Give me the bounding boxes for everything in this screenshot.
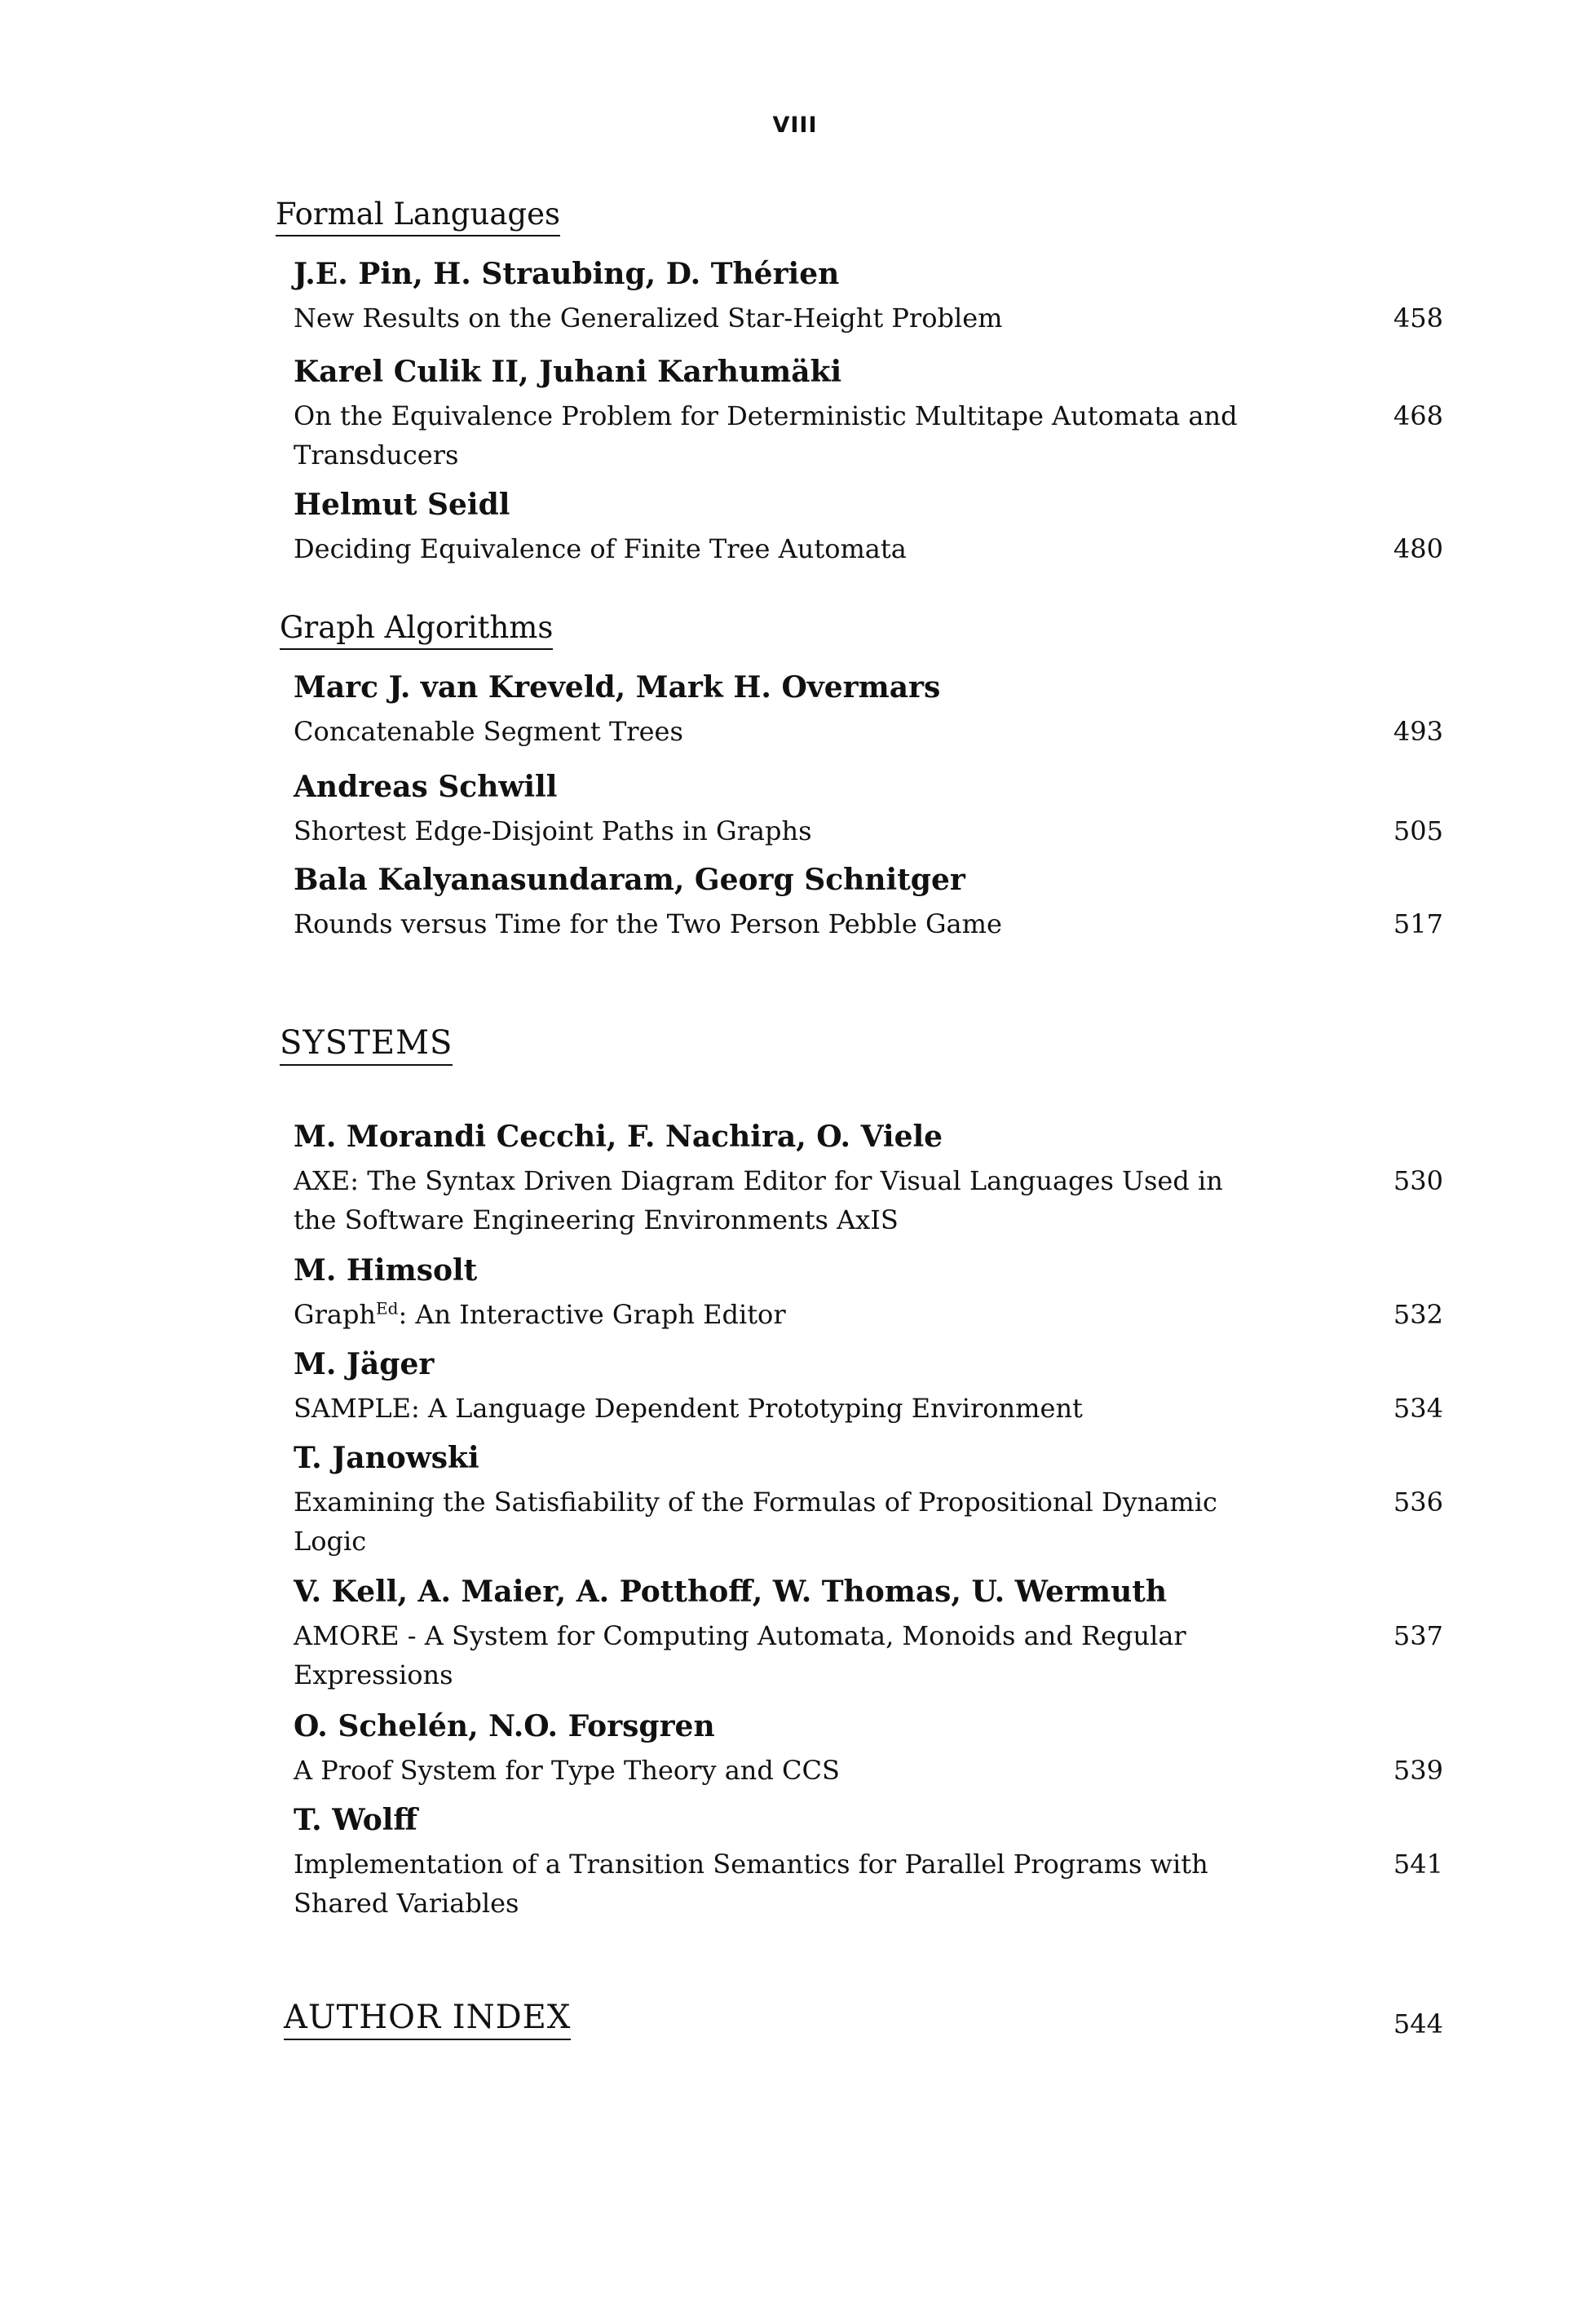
- toc-entry-himsolt[interactable]: [294, 1253, 1443, 1334]
- entry-authors: Karel Culik II, Juhani Karhumäki: [294, 355, 842, 389]
- entry-title-row: [294, 904, 1443, 943]
- entry-page-number: 517: [1393, 908, 1443, 940]
- entry-title-row: [294, 529, 1443, 568]
- entry-authors: T. Wolff: [294, 1803, 417, 1837]
- entry-title-row: [294, 1751, 1443, 1790]
- entry-title-row: [294, 1482, 1443, 1561]
- entry-page-number: 534: [1393, 1393, 1443, 1425]
- section-heading-author-index[interactable]: AUTHOR INDEX: [284, 1999, 571, 2040]
- section-heading-formal-languages: Formal Languages: [276, 198, 560, 236]
- toc-entry-kalyanasundaram-schnitger[interactable]: [294, 863, 1443, 943]
- section-heading-graph-algorithms: Graph Algorithms: [280, 612, 553, 650]
- entry-authors: J.E. Pin, H. Straubing, D. Thérien: [294, 257, 840, 291]
- section-heading-systems: SYSTEMS: [280, 1025, 453, 1066]
- entry-page-number: 536: [1393, 1487, 1443, 1518]
- entry-title-row: [294, 811, 1443, 851]
- toc-entry-van-kreveld-overmars[interactable]: [294, 670, 1443, 751]
- entry-title-superscript: Ed: [376, 1298, 399, 1319]
- toc-entry-schwill[interactable]: [294, 770, 1443, 851]
- entry-title: [294, 1295, 1256, 1334]
- toc-entry-seidl[interactable]: [294, 488, 1443, 568]
- entry-authors: Andreas Schwill: [294, 770, 558, 804]
- entry-title: A Proof System for Type Theory and CCS: [294, 1755, 840, 1787]
- entry-authors: T. Janowski: [294, 1441, 479, 1475]
- entry-title: SAMPLE: A Language Dependent Prototyping Environment: [294, 1393, 1083, 1425]
- toc-entry-schelen-forsgren[interactable]: [294, 1709, 1443, 1790]
- toc-entry-kell-maier-potthoff-thomas-wermuth[interactable]: [294, 1575, 1443, 1694]
- toc-entry-wolff[interactable]: [294, 1803, 1443, 1923]
- entry-title: Rounds versus Time for the Two Person Pebble Game: [294, 908, 1002, 940]
- entry-authors: Marc J. van Kreveld, Mark H. Overmars: [294, 670, 941, 705]
- entry-authors: Helmut Seidl: [294, 488, 510, 522]
- author-index-page-number: 544: [1393, 2008, 1443, 2039]
- entry-page-number: 493: [1393, 716, 1443, 748]
- entry-page-number: 530: [1393, 1165, 1443, 1197]
- entry-page-number: 532: [1393, 1299, 1443, 1331]
- entry-title-row: [294, 1295, 1443, 1334]
- entry-title-row: [294, 1161, 1443, 1239]
- toc-entry-jager[interactable]: [294, 1347, 1443, 1428]
- entry-title: AMORE - A System for Computing Automata, Monoids and Regular Expressions: [294, 1620, 1186, 1691]
- entry-authors: O. Schelén, N.O. Forsgren: [294, 1709, 715, 1743]
- entry-title: On the Equivalence Problem for Deterministic Multitape Automata and Transducers: [294, 400, 1238, 471]
- entry-page-number: 541: [1393, 1849, 1443, 1880]
- entry-title: Concatenable Segment Trees: [294, 716, 683, 748]
- entry-page-number: 480: [1393, 533, 1443, 565]
- entry-title-row: [294, 298, 1443, 338]
- entry-page-number: 537: [1393, 1620, 1443, 1652]
- entry-title: Shortest Edge-Disjoint Paths in Graphs: [294, 815, 812, 847]
- entry-authors: V. Kell, A. Maier, A. Potthoff, W. Thomas, U. Wermuth: [294, 1575, 1168, 1609]
- entry-title-row: [294, 1389, 1443, 1428]
- entry-title-row: [294, 1616, 1443, 1694]
- page-number-roman: VIII: [772, 113, 818, 138]
- entry-page-number: 539: [1393, 1755, 1443, 1787]
- toc-entry-morandi-cecchi-nachira-viele[interactable]: [294, 1120, 1443, 1239]
- entry-title: New Results on the Generalized Star-Height Problem: [294, 303, 1003, 334]
- entry-title: Deciding Equivalence of Finite Tree Automata: [294, 533, 907, 565]
- toc-entry-pin-straubing-therien[interactable]: [294, 257, 1443, 338]
- entry-authors: M. Morandi Cecchi, F. Nachira, O. Viele: [294, 1120, 943, 1154]
- entry-title-rest: : An Interactive Graph Editor: [398, 1299, 786, 1331]
- entry-title-row: [294, 396, 1443, 475]
- entry-authors: Bala Kalyanasundaram, Georg Schnitger: [294, 863, 965, 897]
- entry-page-number: 468: [1393, 400, 1443, 432]
- toc-entry-culik-karhumaki[interactable]: [294, 355, 1443, 475]
- entry-page-number: 458: [1393, 303, 1443, 334]
- entry-title: AXE: The Syntax Driven Diagram Editor for Visual Languages Used in the Software Engineering Environments AxIS: [294, 1165, 1223, 1236]
- toc-entry-janowski[interactable]: [294, 1441, 1443, 1561]
- entry-title-base: Graph: [294, 1299, 377, 1331]
- entry-page-number: 505: [1393, 815, 1443, 847]
- entry-title-row: [294, 1845, 1443, 1923]
- entry-title: Implementation of a Transition Semantics for Parallel Programs with Shared Variables: [294, 1849, 1208, 1920]
- entry-authors: M. Himsolt: [294, 1253, 478, 1288]
- entry-title: Examining the Satisfiability of the Formulas of Propositional Dynamic Logic: [294, 1487, 1217, 1557]
- entry-title-row: [294, 712, 1443, 751]
- entry-authors: M. Jäger: [294, 1347, 435, 1381]
